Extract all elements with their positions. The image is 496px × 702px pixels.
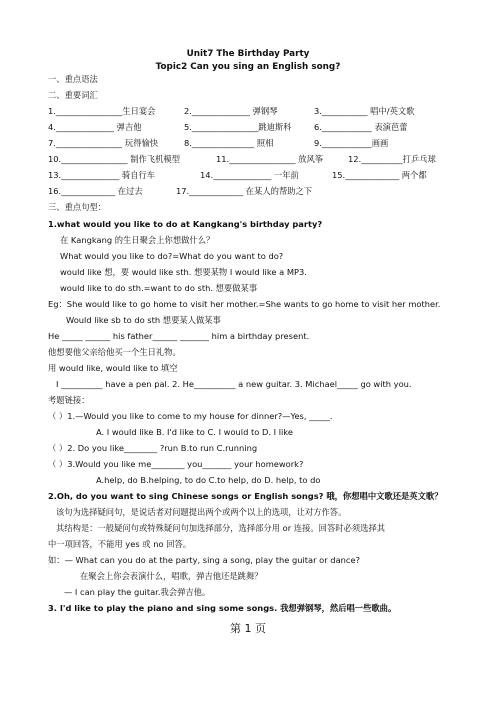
exam-question-1: （ ）1.—Would you like to come to my house for dinner?—Yes, _____. (48, 411, 333, 421)
explanation-text: 该句为选择疑问句，是说话者对问题提出两个或两个以上的选项，让对方作答。 (56, 507, 347, 517)
explanation-text: 其结构是：一般疑问句或特殊疑问句加选择部分，选择部分用 or 连接。回答时必须选择其 (56, 523, 386, 533)
exam-link-heading: 考题链接： (48, 395, 90, 405)
sentence-1-translation: 在 Kangkang 的生日聚会上你想做什么？ (60, 235, 215, 245)
vocab-item: 6.____________ 表演芭蕾 (314, 122, 408, 132)
unit-title: Unit7 The Birthday Party (186, 49, 310, 59)
sentence-2-heading: 2.Oh, do you want to sing Chinese songs or English songs? 哦，你想唱中文歌还是英文歌？ (48, 491, 443, 501)
exam-question-3: （ ）3.Would you like me________ you_______ your homework? (48, 459, 304, 469)
topic-title: Topic2 Can you sing an English song? (155, 62, 341, 72)
section-grammar: 一、重点语法 (48, 74, 98, 84)
page-number: 第 1 页 (230, 622, 266, 635)
note-text: would like to do sth.=want to do sth. 想要做某事 (60, 283, 258, 293)
vocab-item: 5.________________跳迪斯科 (184, 122, 292, 132)
vocab-item: 4.______________ 弹吉他 (48, 122, 142, 132)
vocab-item: 8._______________ 照相 (184, 138, 274, 148)
vocab-item: 7.________________ 玩得愉快 (48, 138, 159, 148)
example-text: 如：— What can you do at the party, sing a song, play the guitar or dance? (48, 555, 360, 565)
exam-question-3-options: A.help, do B.helping, to do C.to help, do D. help, to do (96, 475, 321, 485)
fill-blank-sentence: He _____ ______ his father______ _______ him a birthday present. (48, 331, 310, 341)
exam-question-2: （ ）2. Do you like________ ?run B.to run C.running (48, 443, 258, 453)
vocab-item: 10.________________ 制作飞机模型 (48, 154, 180, 164)
note-text: What would you like to do?=What do you want to do? (60, 251, 284, 261)
vocab-item: 16._____________ 在过去 (48, 186, 143, 196)
exam-question-1-options: A. I would like B. I'd like to C. I would to D. I like (96, 427, 293, 437)
vocab-item: 3.___________ 唱中/英文歌 (314, 106, 415, 116)
explanation-text: 中一项回答，不能用 yes 或 no 回答。 (48, 539, 192, 549)
section-vocab: 二、重要词汇 (48, 90, 98, 100)
vocab-item: 2.______________ 弹钢琴 (184, 106, 278, 116)
fill-blank-exercise: I __________ have a pen pal. 2. He__________ a new guitar. 3. Michael_____ go with you. (56, 379, 412, 389)
vocab-item: 12.__________打乒乓球 (348, 154, 436, 164)
vocab-item: 9.____________画画 (314, 138, 389, 148)
example-text: Eg：She would like to go home to visit her mother.=She wants to go home to visit her mother. (48, 299, 441, 309)
note-text: Would like sb to do sth 想要某人做某事 (66, 315, 221, 325)
vocab-item: 1.________________生日宴会 (48, 106, 156, 116)
vocab-item: 17._____________ 在某人的帮助之下 (176, 186, 313, 196)
fill-instruction: 用 would like, would like to 填空 (48, 363, 178, 373)
example-translation: 在聚会上你会表演什么，唱歌，弹吉他还是跳舞？ (80, 571, 263, 581)
translation-text: 他想要他父亲给他买一个生日礼物。 (48, 347, 181, 357)
sentence-3-heading: 3. I'd like to play the piano and sing some songs. 我想弹钢琴，然后唱一些歌曲。 (48, 603, 397, 613)
vocab-item: 15._____________ 两个都 (332, 170, 427, 180)
vocab-item: 13.______________ 骑自行车 (48, 170, 156, 180)
example-answer: — I can play the guitar.我会弹吉他。 (64, 587, 211, 597)
vocab-item: 14.______________ 一年前 (200, 170, 299, 180)
vocab-item: 11.________________ 放风筝 (216, 154, 324, 164)
sentence-1-heading: 1.what would you like to do at Kangkang's birthday party? (48, 219, 323, 229)
note-text: would like 想，要 would like sth. 想要某物 I would like a MP3. (60, 267, 307, 277)
section-sentences: 三、重点句型： (48, 202, 107, 212)
